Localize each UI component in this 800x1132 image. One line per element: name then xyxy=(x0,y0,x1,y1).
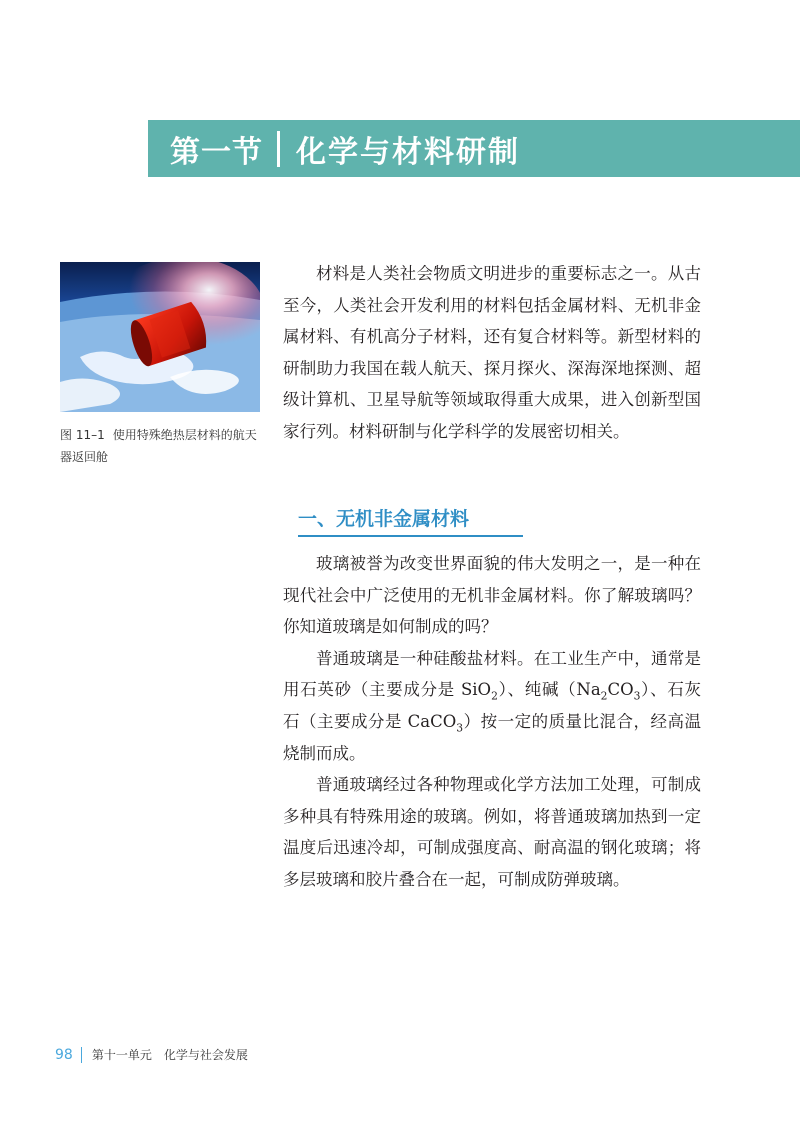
formula-na2co3-na: Na xyxy=(576,680,601,700)
formula-na2co3-sub1: 2 xyxy=(600,689,608,703)
banner-divider xyxy=(277,131,280,167)
section-number: 第一节 xyxy=(170,134,263,170)
intro-block xyxy=(283,258,701,448)
paragraph-1: 玻璃被誉为改变世界面貌的伟大发明之一，是一种在现代社会中广泛使用的无机非金属材料。你了解玻璃吗？你知道玻璃是如何制成的吗？ xyxy=(283,554,701,637)
section-banner xyxy=(148,120,800,177)
para2-text-c: ）、石灰石（主要成分是 xyxy=(283,680,702,731)
figure-caption-text: 使用特殊绝热层材料的航天器返回舱 xyxy=(60,428,257,464)
page-footer xyxy=(55,1046,248,1063)
para2-text-d: ）按一定的质量比混合，经高温烧制而成。 xyxy=(283,711,701,763)
paragraph-2 xyxy=(283,643,701,769)
unit-title: 第十一单元 化学与社会发展 xyxy=(91,1048,248,1062)
main-text xyxy=(283,548,701,896)
section-title: 化学与材料研制 xyxy=(296,134,520,170)
intro-paragraph: 材料是人类社会物质文明进步的重要标志之一。从古至今，人类社会开发利用的材料包括金属材料、无机非金属材料、有机高分子材料，还有复合材料等。新型材料的研制助力我国在载人航天、探月探火、深海深地探测、超级计算机、卫星导航等领域取得重大成果，进入创新型国家行列。材料研制与化学科学的发展密切相关。 xyxy=(283,264,701,441)
formula-caco3: CaCO xyxy=(407,711,457,731)
capsule-photo xyxy=(60,262,260,412)
formula-caco3-sub: 3 xyxy=(456,721,464,735)
reentry-capsule-image xyxy=(60,262,260,412)
page-number: 98 xyxy=(55,1046,73,1063)
para2-text-b: ）、纯碱（ xyxy=(497,680,577,700)
figure-caption xyxy=(60,424,265,468)
formula-sio2-sub: 2 xyxy=(491,689,498,703)
formula-na2co3-sub2: 3 xyxy=(633,689,641,703)
paragraph-3: 普通玻璃经过各种物理或化学方法加工处理，可制成多种具有特殊用途的玻璃。例如，将普通玻璃加热到一定温度后迅速冷却，可制成强度高、耐高温的钢化玻璃；将多层玻璃和胶片叠合在一起，可制成防弹玻璃。 xyxy=(283,775,701,889)
subheading: 一、无机非金属材料 xyxy=(298,504,523,537)
footer-divider xyxy=(81,1047,82,1063)
formula-sio2: SiO xyxy=(460,680,492,700)
formula-na2co3-co: CO xyxy=(607,680,634,700)
para2-text-a: 普通玻璃是一种硅酸盐材料。在工业生产中，通常是用石英砂（主要成分是 xyxy=(283,648,701,700)
figure-number: 图 11–1 xyxy=(60,428,105,442)
